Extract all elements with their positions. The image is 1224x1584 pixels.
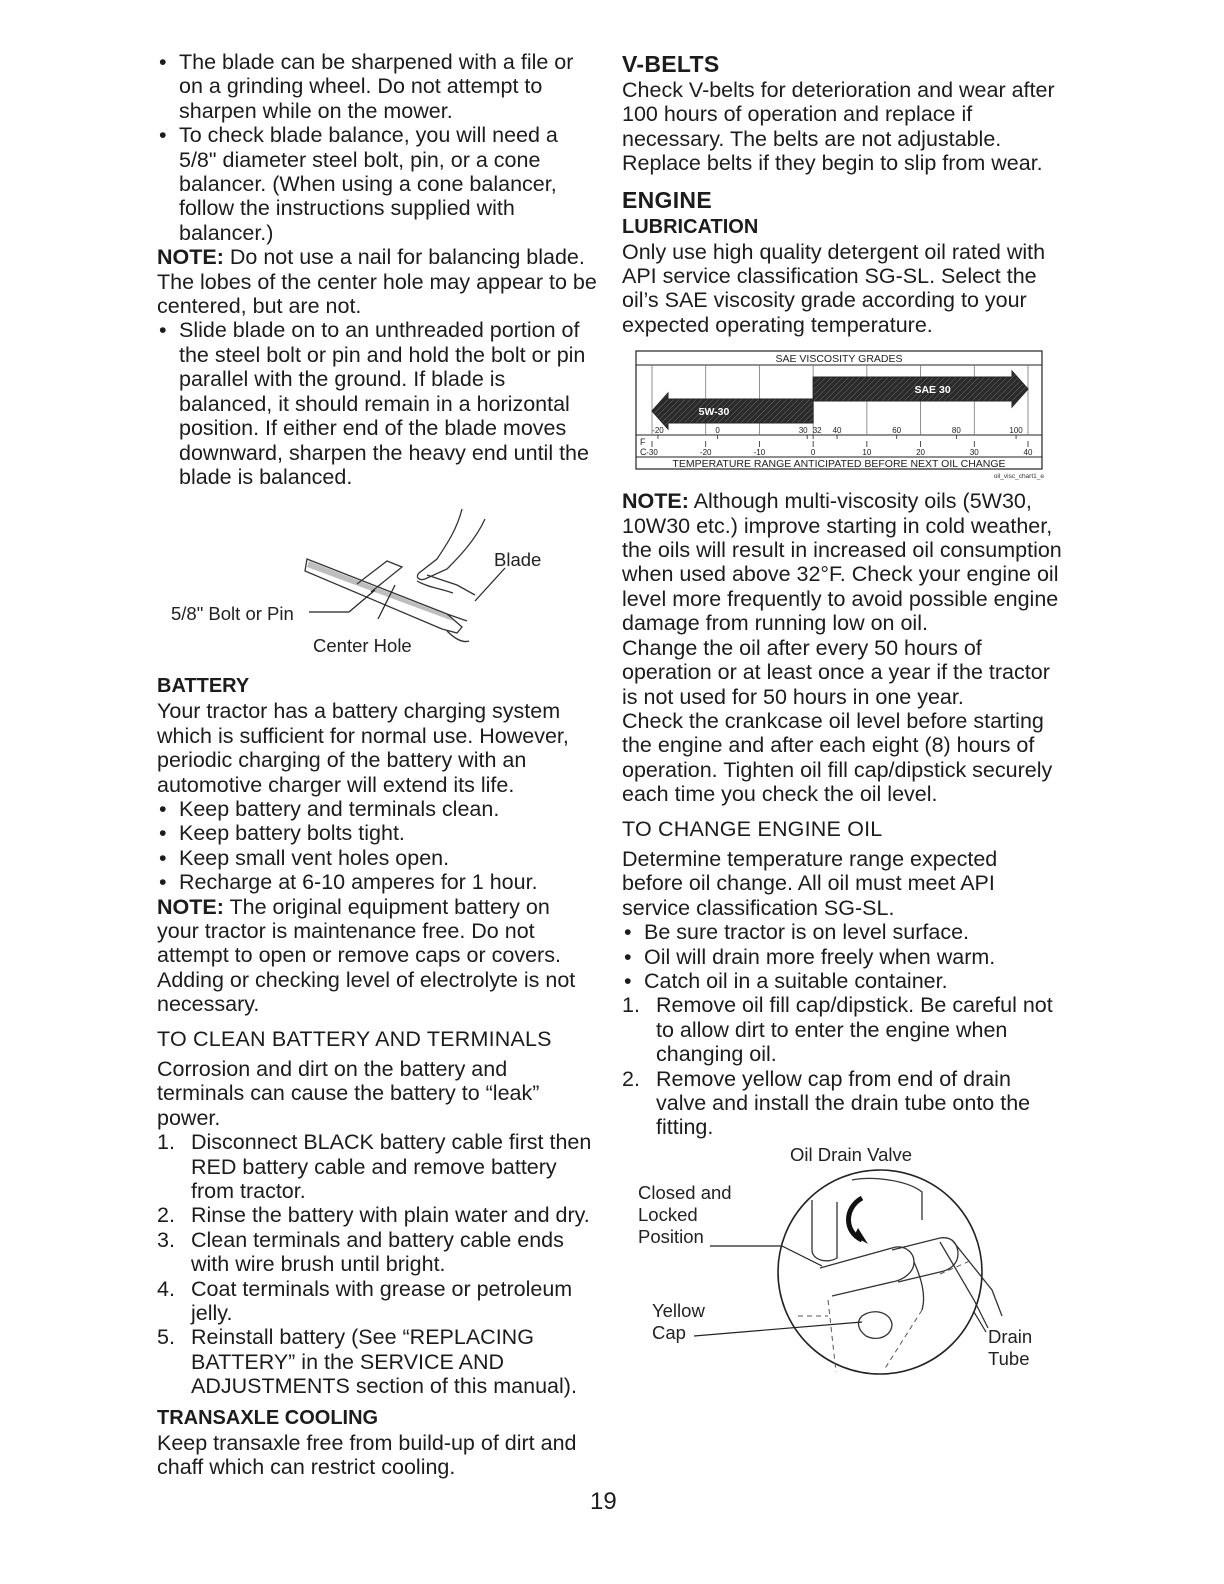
step-number: 4. [157,1276,175,1301]
step-number: 5. [157,1325,175,1350]
change-oil-intro: Determine temperature range expected before oil change. All oil must meet API service classification SG-SL. [622,846,998,920]
drain-tube-label-1: Drain [988,1325,1033,1347]
f-tick-label: 0 [715,426,720,436]
yellow-cap-label-2: Cap [652,1321,686,1343]
c-tick-label: 30 [969,448,979,458]
vbelts-heading: V-BELTS [622,51,720,77]
list-item: • Be sure tractor is on level surface. [622,920,1062,944]
list-item [157,1130,597,1203]
step-text: Coat terminals with grease or petroleum jelly. [191,1276,573,1326]
chart-title: SAE VISCOSITY GRADES [775,353,903,366]
transaxle-heading: TRANSAXLE COOLING [157,1406,379,1429]
f-unit-label: F [640,437,646,448]
page-number: 19 [590,1488,617,1515]
closed-locked-label-2: Locked [638,1203,698,1225]
detail-circle [778,1170,982,1374]
step-number: 2. [157,1203,175,1228]
closed-locked-label-3: Position [638,1225,704,1247]
c-tick-label: 10 [862,448,872,458]
list-item [157,1277,597,1326]
f-tick-label: 80 [951,426,961,436]
bolt-label: 5/8" Bolt or Pin [171,603,294,625]
list-item: • Keep battery and terminals clean. [157,797,597,821]
yellow-cap-label-1: Yellow [652,1299,705,1321]
note-label: NOTE: [157,894,224,919]
left-column [157,50,597,1480]
list-item: • Keep small vent holes open. [157,846,597,870]
lubrication-heading: LUBRICATION [622,215,759,238]
f-tick-label: 32 [812,426,822,436]
c-tick-label: -10 [753,448,766,458]
step-text: Clean terminals and battery cable ends with wire brush until bright. [191,1227,564,1277]
right-column [622,50,1062,1380]
note-text: Do not use a nail for balancing blade. The lobes of the center hole may appear to be centered, but are not. [157,245,597,319]
viscosity-bar-label: 5W-30 [698,406,730,419]
list-item: • Recharge at 6-10 amperes for 1 hour. [157,870,597,894]
change-oil-heading: TO CHANGE ENGINE OIL [622,816,883,841]
step-number: 1. [157,1130,175,1155]
c-tick-label: 40 [1023,448,1033,458]
step-text: Disconnect BLACK battery cable first then RED battery cable and remove battery from tractor. [191,1130,592,1204]
c-tick-label: 20 [916,448,926,458]
list-item: • Catch oil in a suitable container. [622,969,1062,993]
list-item [157,1203,597,1227]
oil-drain-valve-label: Oil Drain Valve [790,1143,913,1165]
step-text: Reinstall battery (See “REPLACING BATTERY” in the SERVICE AND ADJUSTMENTS section of this manual). [191,1325,577,1399]
step-text: Rinse the battery with plain water and dry. [191,1203,590,1228]
note-text: The original equipment battery on your tractor is maintenance free. Do not attempt to open or remove caps or covers. Adding or checking level of electrolyte is not necessary. [157,894,576,1017]
c-tick-label: -30 [646,448,658,458]
f-tick-label: 30 [798,426,808,436]
f-tick-label: 100 [1009,426,1023,436]
clean-battery-intro: Corrosion and dirt on the battery and terminals can cause the battery to “leak” power. [157,1057,540,1130]
change-oil-text: Change the oil after every 50 hours of operation or at least once a year if the tractor is not used for 50 hours in one year. [622,635,1050,709]
list-item: • To check blade balance, you will need a 5/8" diameter steel bolt, pin, or a cone balancer. (When using a cone balancer, follow the instructions supplied with balancer.) [157,123,597,245]
f-tick-label: 40 [832,426,842,436]
note-label: NOTE: [622,489,689,514]
list-item [157,1325,597,1398]
viscosity-chart-svg [622,349,1044,479]
viscosity-bar-label: SAE 30 [914,384,951,397]
lubrication-text: Only use high quality detergent oil rated with API service classification SG-SL. Select the oil’s SAE viscosity grade according to your expected operating temperature. [622,239,1046,337]
battery-intro: Your tractor has a battery charging system which is sufficient for normal use. However, periodic charging of the battery with an automotive charger will extend its life. [157,699,569,797]
note-paragraph [622,489,1062,635]
list-item [622,993,1062,1066]
note-paragraph [157,895,597,1017]
chart-xlabel: TEMPERATURE RANGE ANTICIPATED BEFORE NEXT OIL CHANGE [672,458,1006,471]
list-item: • Slide blade on to an unthreaded portion of the steel bolt or pin and hold the bolt or pin parallel with the ground. If blade is balanced, it should remain in a horizontal position. If either end of the blade moves downward, sharpen the heavy end until the blade is balanced. [157,318,597,489]
step-number: 3. [157,1227,175,1252]
c-unit-label: C [640,447,647,458]
drain-tube-label-2: Tube [988,1347,1030,1369]
step-text: Remove oil fill cap/dipstick. Be careful not to allow dirt to enter the engine when changing oil. [656,993,1053,1067]
center-hole-label: Center Hole [313,635,412,657]
list-item: • Keep battery bolts tight. [157,821,597,845]
clean-battery-heading: TO CLEAN BATTERY AND TERMINALS [157,1026,552,1051]
viscosity-chart [622,349,1044,479]
c-tick-label: -20 [699,448,712,458]
blade-balance-figure [157,489,597,667]
list-item [157,1228,597,1277]
list-item [622,1067,1062,1140]
note-text: Although multi-viscosity oils (5W30, 10W30 etc.) improve starting in cold weather, the oils will result in increased oil consumption when used above 32°F. Check your engine oil level more frequently to avoid possible engine damage from running low on oil. [622,489,1062,636]
note-paragraph [157,245,597,318]
blade-label: Blade [494,549,542,571]
f-tick-label: 60 [892,426,902,436]
list-item: • Oil will drain more freely when warm. [622,945,1062,969]
c-tick-label: 0 [810,448,816,458]
oil-drain-figure [622,1140,1062,1380]
closed-locked-label-1: Closed and [638,1181,732,1203]
battery-heading: BATTERY [157,675,250,698]
step-number: 1. [622,993,640,1018]
chart-code: oil_visc_chart1_e [993,473,1044,481]
note-label: NOTE: [157,245,224,270]
step-text: Remove yellow cap from end of drain valve and install the drain tube onto the fitting. [656,1066,1031,1140]
step-number: 2. [622,1066,640,1091]
check-oil-text: Check the crankcase oil level before starting the engine and after each eight (8) hours of operation. Tighten oil fill cap/dipstick securely each time you check the oil level. [622,708,1053,807]
transaxle-text: Keep transaxle free from build-up of dirt and chaff which can restrict cooling. [157,1430,577,1480]
f-tick-label: -20 [652,426,664,436]
viscosity-bar [652,393,813,429]
list-item: • The blade can be sharpened with a file or on a grinding wheel. Do not attempt to sharpen while on the mower. [157,50,597,123]
engine-heading: ENGINE [622,186,712,213]
vbelts-text: Check V-belts for deterioration and wear after 100 hours of operation and replace if necessary. The belts are not adjustable. Replace belts if they begin to slip from wear. [622,78,1055,176]
